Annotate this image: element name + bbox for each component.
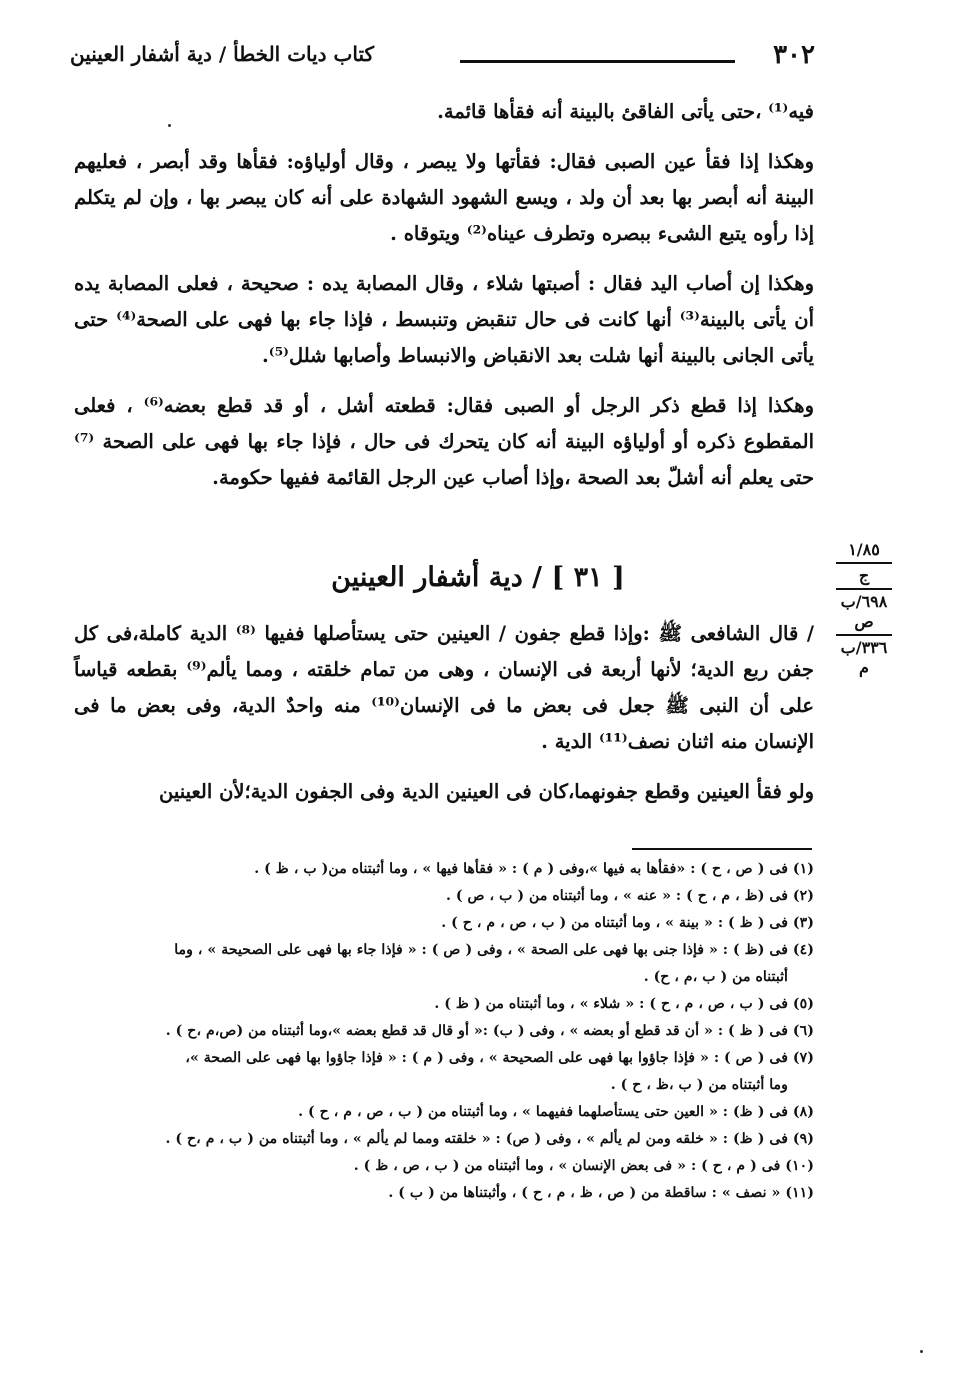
manuscript-margin-refs xyxy=(836,540,892,678)
paragraph: وهكذا إذا قطع ذكر الرجل أو الصبى فقال: قطعته أشل ، أو قد قطع بعضه⁽⁶⁾ ، فعلى المقطوع ذكره أو أولياؤه البينة أنه كان يتحرك فى حال ، فإذا جاء بها فهى على الصحة ⁽⁷⁾ حتى يعلم أنه أشلّ بعد الصحة ،وإذا أصاب عين الرجل القائمة ففيها حكومة. xyxy=(74,394,814,489)
footnotes xyxy=(69,856,814,1207)
footnote: (٨) فى ( ظ) : « العين حتى يستأصلهما ففيهما » ، وما أثبتناه من ( ب ، ص ، م ، ح ) . xyxy=(298,1104,814,1120)
main-text-upper xyxy=(74,94,814,510)
paragraph: وهكذا إن أصاب اليد فقال : أصبتها شلاء ، وقال المصابة يده : صحيحة ، فعلى المصابة يده أن يأتى بالبينة⁽³⁾ أنها كانت فى حال تنقبض وتنبسط ، فإذا جاء بها فهى على الصحة⁽⁴⁾ حتى يأتى الجانى بالبينة أنها شلت بعد الانقباض والانبساط وأصابها شلل⁽⁵⁾. xyxy=(74,272,814,367)
footnote: (٣) فى ( ظ ) : « بينة » ، وما أثبتناه من ( ب ، ص ، م ، ح ) . xyxy=(441,915,814,931)
footnote-separator xyxy=(632,848,812,850)
footnote: (١٠) فى ( م ، ح ) : « فى بعض الإنسان » ، وما أثبتناه من ( ب ، ص ، ظ ) . xyxy=(353,1158,814,1174)
footnote: (٢) فى (ظ ، م ، ح ) : « عنه » ، وما أثبتناه من ( ب ، ص ) . xyxy=(445,888,814,904)
footnote: (٦) فى ( ظ ) : « أن قد قطع أو بعضه » ، وفى ( ب) :« أو قال قد قطع بعضه »،وما أثبتناه من (ص،م ،ح ) . xyxy=(165,1023,814,1039)
paragraph: ولو فقأ العينين وقطع جفونهما،كان فى العينين الدية وفى الجفون الدية؛لأن العينين xyxy=(159,780,814,803)
scan-speck xyxy=(920,1350,923,1353)
footnote: (٤) فى (ظ ) : « فإذا جنى بها فهى على الصحة » ، وفى ( ص ) : « فإذا جاء بها فهى على الصحيحة » ، وما xyxy=(174,942,814,958)
paragraph: فيه⁽¹⁾ ،حتى يأتى الفاقئ بالبينة أنه فقأها قائمة. xyxy=(437,100,814,123)
footnote: (٩) فى ( ظ) : « خلقه ومن لم يألم » ، وفى ( ص) : « خلقته ومما لم يألم » ، وما أثبتناه من ( ب ، م ،ح ) . xyxy=(165,1131,814,1147)
footnote: (١) فى ( ص ، ح ) : «فقأها به فيها »،وفى ( م ) : « فقأها فيها » ، وما أثبتناه من( ب ، ظ ) . xyxy=(254,861,814,877)
paragraph: وهكذا إذا فقأ عين الصبى فقال: فقأتها ولا يبصر ، وقال أولياؤه: فقأها وقد أبصر ، فعليهم البينة أنه أبصر بها بعد أن ولد ، ويسع الشهود الشهادة على أنه كان يبصر بها ، وإن لم يتكلم إذا رأوه يتبع الشىء ببصره وتطرف عيناه⁽²⁾ ويتوقاه . xyxy=(74,150,814,245)
margin-ref: ج xyxy=(858,566,870,585)
footnote-continuation: وما أثبتناه من ( ب ،ظ ، ح ) . xyxy=(610,1077,788,1093)
margin-rule xyxy=(836,634,892,636)
scan-speck xyxy=(168,124,171,127)
margin-rule xyxy=(836,562,892,564)
header-rule xyxy=(460,60,735,63)
page-number: ٣٠٢ xyxy=(773,40,815,70)
footnote-continuation: أثبتناه من ( ب ،م ، ح) . xyxy=(643,969,788,985)
margin-ref: ٦٩٨/ب xyxy=(840,592,888,611)
footnote: (٥) فى ( ب ، ص ، م ، ح ) : « شلاء » ، وما أثبتناه من ( ظ ) . xyxy=(434,996,814,1012)
section-heading: [ ٣١ ] / دية أشفار العينين xyxy=(331,562,625,593)
footnote: (٧) فى ( ص ) : « فإذا جاؤوا بها فهى على الصحيحة » ، وفى ( م ) : « فإذا جاؤوا بها فهى على الصحة »، xyxy=(185,1050,814,1066)
margin-ref: م xyxy=(859,658,869,677)
footnote: (١١) « نصف » : ساقطة من ( ص ، ظ ، م ، ح ) ، وأثبتناها من ( ب ) . xyxy=(388,1185,814,1201)
margin-ref: ص xyxy=(854,612,874,631)
margin-ref: ٣٣٦/ب xyxy=(840,638,888,657)
margin-rule xyxy=(836,588,892,590)
page-header xyxy=(70,38,815,78)
running-title: كتاب ديات الخطأ / دية أشفار العينين xyxy=(70,42,375,66)
margin-ref: ١/٨٥ xyxy=(848,540,880,559)
main-text-section xyxy=(74,616,814,824)
paragraph: / قال الشافعى ﷺ :وإذا قطع جفون / العينين حتى يستأصلها ففيها ⁽⁸⁾ الدية كاملة،فى كل جفن ربع الدية؛ لأنها أربعة فى الإنسان ، وهى من تمام خلقته ، ومما يألم⁽⁹⁾ بقطعه قياساً على أن النبى ﷺ جعل فى بعض ما فى الإنسان⁽¹⁰⁾ منه واحدٌ الدية، وفى بعض ما فى الإنسان منه اثنان نصف⁽¹¹⁾ الدية . xyxy=(74,622,815,753)
